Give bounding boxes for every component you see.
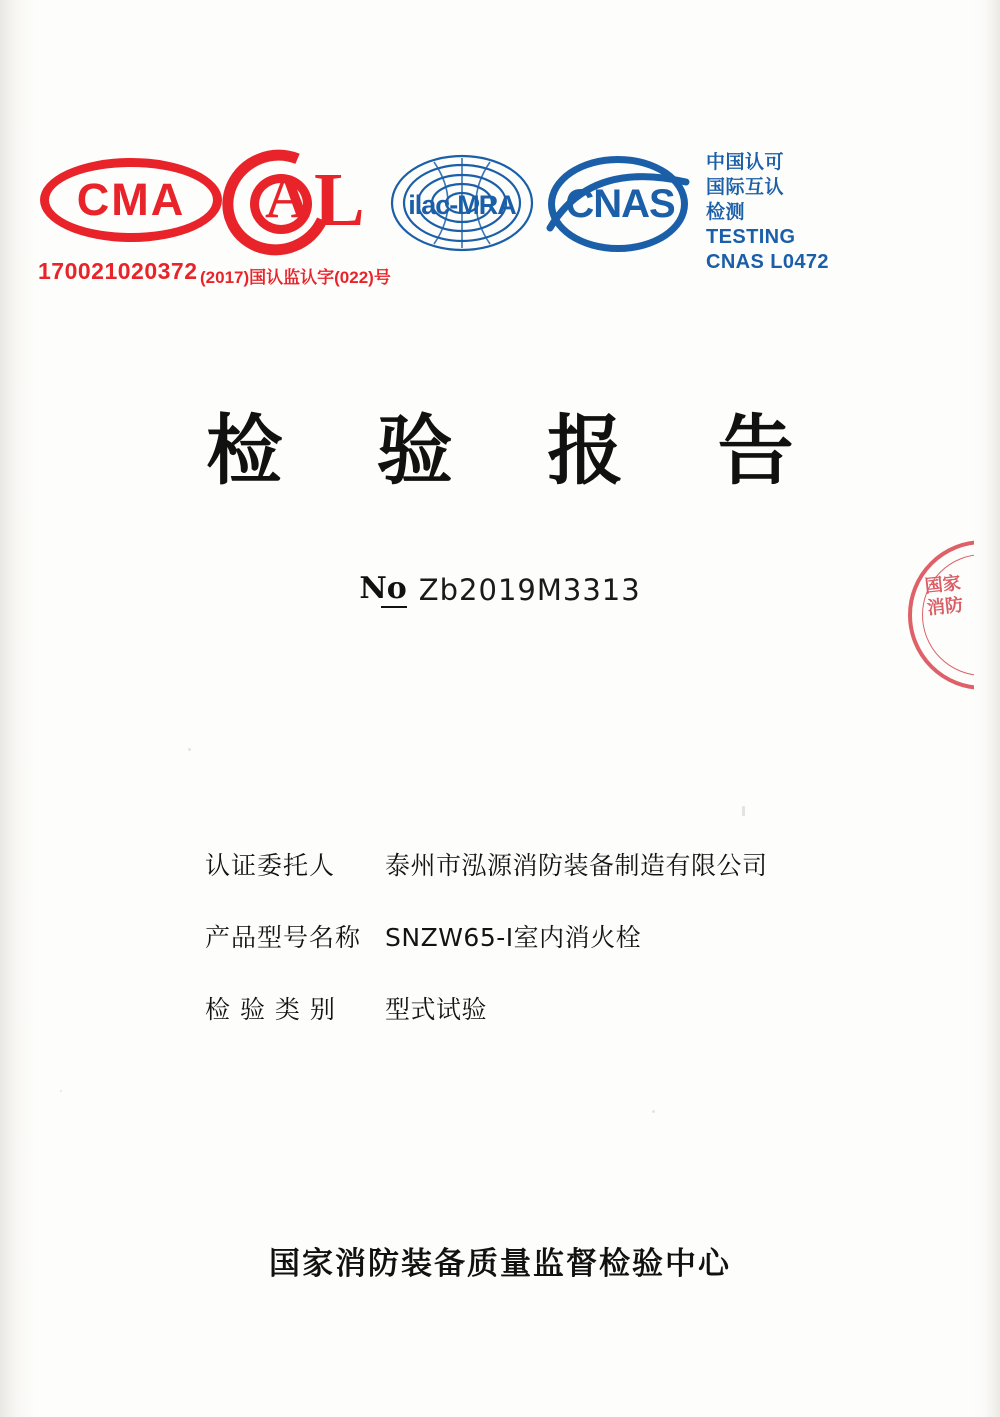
cma-logo [40,158,230,246]
field-value-product: SNZW65-Ⅰ室内消火栓 [385,923,642,952]
field-label-client: 认证委托人 [205,851,336,880]
cma-mark-label: CMA [76,174,186,225]
field-value-test-type: 型式试验 [385,995,488,1024]
accreditation-logo-strip [0,130,1000,310]
issuing-organization: 国家消防装备质量监督检验中心 [269,1246,731,1282]
scan-speck [188,748,191,751]
field-value-client: 泰州市泓源消防装备制造有限公司 [385,851,768,880]
scan-speck [742,806,745,816]
cnas-info-line-4: TESTING [706,226,796,248]
cnas-info-line-5: CNAS L0472 [706,251,829,273]
report-fields [205,846,905,1062]
document-title: 检 验 报 告 [206,406,828,495]
scan-speck [652,1110,655,1113]
cnas-info-line-3: 检测 [706,202,746,223]
field-row-product [205,918,905,954]
document-number-row [0,572,1000,607]
cma-certificate-number: 170021020372 [38,258,198,284]
ilac-mra-logo [382,148,542,258]
cal-letter-a-icon: A [265,163,310,231]
cnas-mark-label: CNAS [565,182,675,226]
cnas-logo [540,152,700,258]
field-row-client [205,846,905,882]
field-label-product: 产品型号名称 [205,923,362,952]
cnas-info-line-1: 中国认可 [706,152,785,173]
ilac-mra-label: ilac-MRA [408,190,516,220]
cnas-info-block [706,150,829,275]
cal-logo [222,142,382,258]
field-label-test-type: 检 验 类 别 [205,995,336,1024]
scan-speck [60,1090,62,1092]
cma-approval-text: (2017)国认监认字(022)号 [200,268,391,287]
field-row-test-type [205,990,905,1026]
number-symbol: No [359,571,407,606]
document-number: Zb2019M3313 [418,572,641,607]
official-seal [908,540,1000,690]
cal-letter-l-icon: L [314,158,365,242]
seal-text: 国家消防 [923,572,965,620]
cnas-info-line-2: 国际互认 [706,177,785,198]
